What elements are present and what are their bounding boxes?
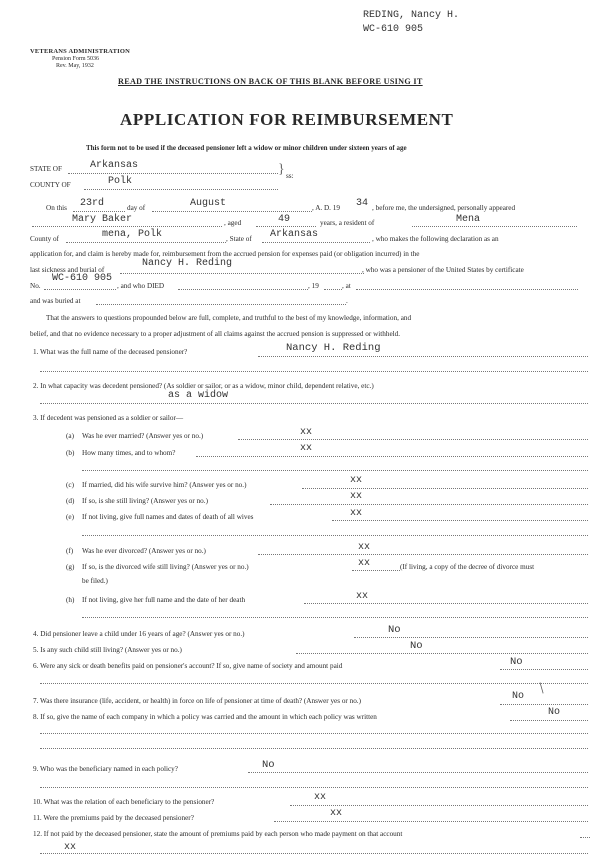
question-2: 2. In what capacity was decedent pensioned? (As soldier or sailor, or as a widow, minor child, dependent relative, etc.) xyxy=(33,382,374,390)
question-3d-label: (d) xyxy=(66,497,75,505)
answer-3h: xx xyxy=(356,591,369,602)
on-this-label: On this xyxy=(46,204,67,212)
county-field-line xyxy=(84,189,278,190)
state-label: STATE OF xyxy=(30,165,62,173)
question-12: 12. If not paid by the deceased pensioner, state the amount of premiums paid by each person who made payment on that account xyxy=(33,830,403,838)
question-3f: Was he ever divorced? (Answer yes or no.) xyxy=(82,547,206,555)
residence-field-line xyxy=(412,226,577,227)
question-3h: If not living, give her full name and the date of her death xyxy=(82,596,246,604)
answer-6-line xyxy=(500,669,588,670)
attestation-line-1: That the answers to questions propounded below are full, complete, and truthful to the best of my knowledge, information, and xyxy=(46,314,412,322)
answer-4: No xyxy=(388,624,401,636)
answer-3f: xx xyxy=(358,542,371,553)
cert-field-line xyxy=(44,289,116,290)
answer-3e-extra-line-1 xyxy=(82,535,588,536)
day-of-label: day of xyxy=(127,204,146,212)
applicant-field-line xyxy=(32,226,222,227)
question-6: 6. Were any sick or death benefits paid on pensioner's account? If so, give name of society and amount paid xyxy=(33,662,343,670)
applicant-name-value: Mary Baker xyxy=(72,214,133,225)
death-place-line xyxy=(356,289,578,290)
answer-2-line xyxy=(40,403,588,404)
answer-10: xx xyxy=(314,792,327,803)
answer-3g-line xyxy=(352,570,400,571)
question-3g-divorce-note-cont: be filed.) xyxy=(82,577,108,585)
day-field-line xyxy=(73,211,125,212)
ad-label: , A. D. 19 xyxy=(312,204,340,212)
pensioner-certificate-text: , who was a pensioner of the United States by certificate xyxy=(362,266,524,274)
question-3a: Was he ever married? (Answer yes or no.) xyxy=(82,432,204,440)
death-date-line xyxy=(178,289,308,290)
stamp-claim-number: WC-610 905 xyxy=(363,24,424,35)
answer-11-line xyxy=(274,821,588,822)
buried-label: and was buried at xyxy=(30,297,81,305)
aged-label: , aged xyxy=(224,219,242,227)
question-4: 4. Did pensioner leave a child under 16 years of age? (Answer yes or no.) xyxy=(33,630,245,638)
question-3c-label: (c) xyxy=(66,481,74,489)
answer-8-extra-line-2 xyxy=(40,748,588,749)
answer-3c: xx xyxy=(350,475,363,486)
answer-3b-line xyxy=(196,456,588,457)
question-3b-label: (b) xyxy=(66,449,75,457)
answer-7: No xyxy=(512,691,525,702)
answer-8-line xyxy=(510,720,588,721)
county-label: COUNTY OF xyxy=(30,181,71,189)
answer-3h-extra-line xyxy=(82,617,588,618)
answer-5-line xyxy=(296,653,588,654)
question-9: 9. Who was the beneficiary named in each policy? xyxy=(33,765,178,773)
answer-6-extra-line xyxy=(40,683,588,684)
ss-label: ss: xyxy=(286,172,294,180)
answer-3f-line xyxy=(258,554,588,555)
question-3f-label: (f) xyxy=(66,547,74,555)
answer-1-extra-line xyxy=(40,371,588,372)
answer-9-extra-line xyxy=(40,787,588,788)
answer-3d: xx xyxy=(350,491,363,502)
answer-1: Nancy H. Reding xyxy=(286,342,381,354)
question-3e-label: (e) xyxy=(66,513,74,521)
answer-4-line xyxy=(354,637,588,638)
answer-11: xx xyxy=(330,808,343,819)
age-field-line xyxy=(256,226,316,227)
answer-10-line xyxy=(290,805,588,806)
application-text: application for, and claim is hereby made for, reimbursement from the accrued pension for expenses paid (or obligation incurred) in the xyxy=(30,250,420,258)
check-mark: / xyxy=(535,680,549,697)
question-1: 1. What was the full name of the deceased pensioner? xyxy=(33,348,188,356)
residence-state-value: Arkansas xyxy=(270,229,319,240)
answer-3a: xx xyxy=(300,427,313,438)
answer-8-extra-line-1 xyxy=(40,733,588,734)
question-10: 10. What was the relation of each beneficiary to the pensioner? xyxy=(33,798,215,806)
answer-3a-line xyxy=(238,439,588,440)
residence-state-line xyxy=(262,242,370,243)
question-3a-label: (a) xyxy=(66,432,74,440)
age-value: 49 xyxy=(278,214,291,225)
stamp-name: REDING, Nancy H. xyxy=(363,10,460,21)
death-year-line xyxy=(324,289,342,290)
residence-county-value: mena, Polk xyxy=(102,229,163,240)
residence-county-line xyxy=(66,242,226,243)
answer-9-line xyxy=(248,772,588,773)
question-5: 5. Is any such child still living? (Answer yes or no.) xyxy=(33,646,182,654)
who-died-label: , and who DIED xyxy=(117,282,165,290)
answer-5: No xyxy=(410,640,423,652)
answer-2: as a widow xyxy=(168,390,229,401)
answer-7-line xyxy=(500,704,588,705)
county-of-label: County of xyxy=(30,235,59,243)
agency-name: VETERANS ADMINISTRATION xyxy=(30,48,131,55)
answer-3d-line xyxy=(270,504,588,505)
answer-8: No xyxy=(548,707,561,718)
answer-3e-line xyxy=(332,520,588,521)
at-label: , at xyxy=(342,282,351,290)
form-title: APPLICATION FOR REIMBURSEMENT xyxy=(120,110,454,129)
question-3g-divorce-note: (If living, a copy of the decree of divorce must xyxy=(400,563,535,571)
form-revision: Rev. May, 1932 xyxy=(56,63,94,69)
state-of-label: , State of xyxy=(226,235,252,243)
venue-brace: } xyxy=(278,162,285,177)
makes-declaration-label: , who makes the following declaration as an xyxy=(372,235,499,243)
answer-12: xx xyxy=(64,842,77,853)
answer-3g: xx xyxy=(358,558,371,569)
certificate-number-value: WC-610 905 xyxy=(52,273,113,284)
answer-3b-extra-line xyxy=(82,470,588,471)
burial-period: . xyxy=(346,297,348,305)
question-7: 7. Was there insurance (life, accident, or health) in force on life of pensioner at time of death? (Answer yes or no.) xyxy=(33,697,361,705)
pensioner-field-line xyxy=(120,273,364,274)
month-value: August xyxy=(190,198,227,209)
pensioner-name-value: Nancy H. Reding xyxy=(142,258,233,269)
question-8: 8. If so, give the name of each company in which a policy was carried and the amount in which each policy was written xyxy=(33,713,377,721)
question-3d: If so, is she still living? (Answer yes or no.) xyxy=(82,497,208,505)
answer-1-line xyxy=(258,356,588,357)
county-value: Polk xyxy=(108,176,133,187)
month-field-line xyxy=(152,211,312,212)
answer-3c-line xyxy=(302,488,588,489)
question-3h-label: (h) xyxy=(66,596,75,604)
question-11: 11. Were the premiums paid by the deceased pensioner? xyxy=(33,814,194,822)
question-3c: If married, did his wife survive him? (Answer yes or no.) xyxy=(82,481,247,489)
nineteen-label: , 19 xyxy=(308,282,319,290)
answer-12-line xyxy=(40,853,588,854)
cert-no-label: No. xyxy=(30,282,41,290)
year-value: 34 xyxy=(356,198,369,209)
last-sickness-label: last sickness and burial of xyxy=(30,266,105,274)
question-3: 3. If decedent was pensioned as a soldier or sailor— xyxy=(33,414,184,422)
question-3g-label: (g) xyxy=(66,563,75,571)
answer-6: No xyxy=(510,656,523,668)
answer-12-lead-line xyxy=(580,837,590,838)
state-field-line xyxy=(68,173,278,174)
question-3g: If so, is the divorced wife still living? (Answer yes or no.) xyxy=(82,563,249,571)
attestation-line-2: belief, and that no evidence necessary to a proper adjustment of all claims against the accrued pension is suppressed or withheld. xyxy=(30,330,401,338)
form-number: Pension Form 5036 xyxy=(52,56,100,62)
answer-9: No xyxy=(262,759,275,771)
before-me-label: , before me, the undersigned, personally appeared xyxy=(372,204,516,212)
state-value: Arkansas xyxy=(90,160,139,171)
burial-place-line xyxy=(96,304,346,305)
answer-3h-line xyxy=(304,603,588,604)
answer-3b: xx xyxy=(300,443,313,454)
resident-label: years, a resident of xyxy=(320,219,375,227)
instructions-banner: READ THE INSTRUCTIONS ON BACK OF THIS BLANK BEFORE USING IT xyxy=(118,77,423,86)
question-3e: If not living, give full names and dates of death of all wives xyxy=(82,513,254,521)
answer-3e: xx xyxy=(350,508,363,519)
residence-value: Mena xyxy=(456,214,481,225)
day-value: 23rd xyxy=(80,198,105,209)
question-3b: How many times, and to whom? xyxy=(82,449,176,457)
form-note: This form not to be used if the deceased pensioner left a widow or minor children under sixteen years of age xyxy=(86,144,407,152)
